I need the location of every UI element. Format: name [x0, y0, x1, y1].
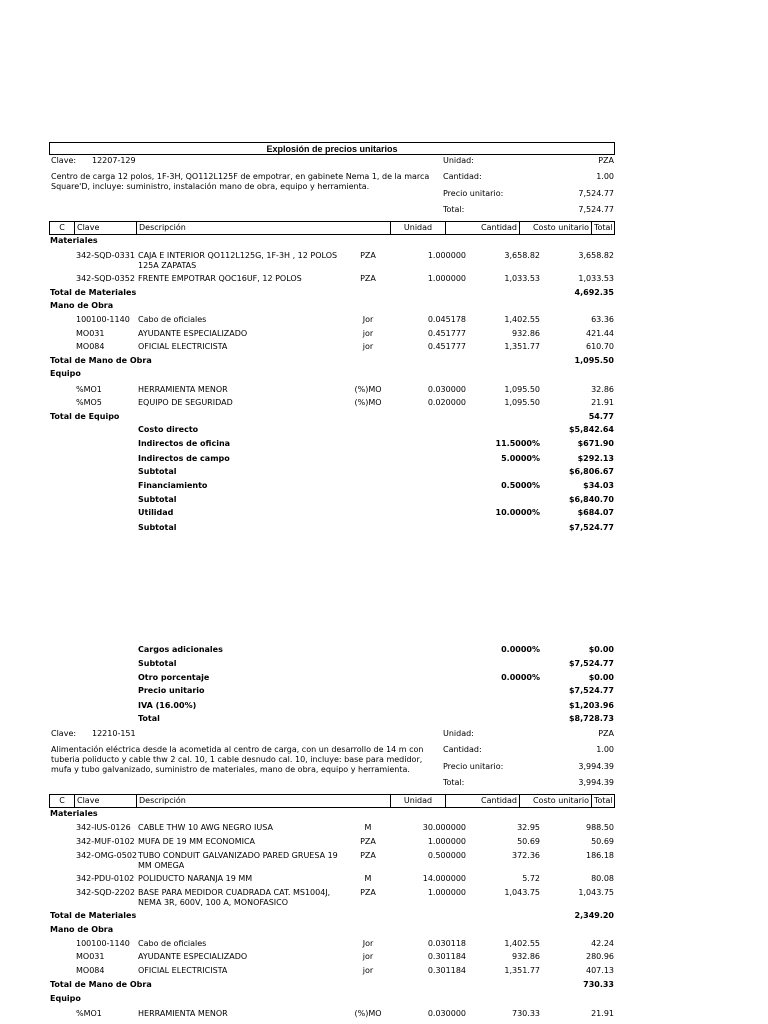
- clave-value: 12210-151: [92, 729, 136, 738]
- unidad-label: Unidad:: [443, 729, 474, 738]
- unidad-value: PZA: [598, 729, 614, 738]
- col-descripcion: Descripción: [137, 222, 391, 234]
- precio-unitario-value: 7,524.77: [578, 189, 614, 198]
- column-header: [49, 794, 615, 808]
- precio-unitario-label: Precio unitario:: [443, 762, 504, 771]
- col-c: C: [50, 795, 75, 807]
- clave-label: Clave:: [51, 156, 77, 165]
- total-materiales-value: 4,692.35: [574, 288, 614, 297]
- section-equipo: Equipo: [50, 369, 81, 378]
- col-cantidad: Cantidad: [446, 795, 520, 807]
- col-total: Total: [594, 796, 613, 805]
- total-value: 7,524.77: [578, 205, 614, 214]
- clave-value: 12207-129: [92, 156, 136, 165]
- column-header: [49, 221, 615, 235]
- section-mano-de-obra: Mano de Obra: [50, 925, 114, 934]
- total-materiales-label: Total de Materiales: [50, 288, 137, 297]
- col-costo-unitario: Costo unitario: [520, 795, 592, 807]
- total-mano-label: Total de Mano de Obra: [50, 980, 152, 989]
- col-costo-unitario: Costo unitario: [520, 222, 592, 234]
- total-value: 3,994.39: [578, 778, 614, 787]
- precio-unitario-value: 3,994.39: [578, 762, 614, 771]
- section-equipo: Equipo: [50, 994, 81, 1003]
- total-mano-label: Total de Mano de Obra: [50, 356, 152, 365]
- total-mano-value: 1,095.50: [574, 356, 614, 365]
- section-mano-de-obra: Mano de Obra: [50, 301, 114, 310]
- cantidad-value: 1.00: [596, 172, 614, 181]
- col-unidad: Unidad: [391, 795, 446, 807]
- total-equipo-value: 54.77: [588, 412, 614, 421]
- title-box: Explosión de precios unitarios: [49, 142, 615, 155]
- item-description: Alimentación eléctrica desde la acometida al centro de carga, con un desarrollo de 14 m con tuberia poliducto y cable thw 2 cal. 10, 1 cable desnudo cal. 10, incluye: base para medidor, mufa y tubo galvanizado, suministro de materiales, mano de obra, equipo y herramienta.: [51, 745, 424, 774]
- col-total: Total: [594, 223, 613, 232]
- unidad-value: PZA: [598, 156, 614, 165]
- clave-label: Clave:: [51, 729, 77, 738]
- col-c: C: [50, 222, 75, 234]
- cantidad-value: 1.00: [596, 745, 614, 754]
- section-materiales: Materiales: [50, 236, 98, 245]
- total-label: Total:: [443, 778, 465, 787]
- col-unidad: Unidad: [391, 222, 446, 234]
- total-materiales-label: Total de Materiales: [50, 911, 137, 920]
- section-materiales: Materiales: [50, 809, 98, 818]
- col-clave: Clave: [75, 795, 137, 807]
- item-description: Centro de carga 12 polos, 1F-3H, QO112L125F de empotrar, en gabinete Nema 1, de la marca Square'D, incluye: suministro, instalación mano de obra, equipo y herramienta.: [51, 172, 430, 191]
- total-label: Total:: [443, 205, 465, 214]
- total-materiales-value: 2,349.20: [574, 911, 614, 920]
- precio-unitario-label: Precio unitario:: [443, 189, 504, 198]
- col-clave: Clave: [75, 222, 137, 234]
- total-equipo-label: Total de Equipo: [50, 412, 120, 421]
- total-mano-value: 730.33: [583, 980, 614, 989]
- cantidad-label: Cantidad:: [443, 172, 482, 181]
- col-descripcion: Descripción: [137, 795, 391, 807]
- col-cantidad: Cantidad: [446, 222, 520, 234]
- unidad-label: Unidad:: [443, 156, 474, 165]
- cantidad-label: Cantidad:: [443, 745, 482, 754]
